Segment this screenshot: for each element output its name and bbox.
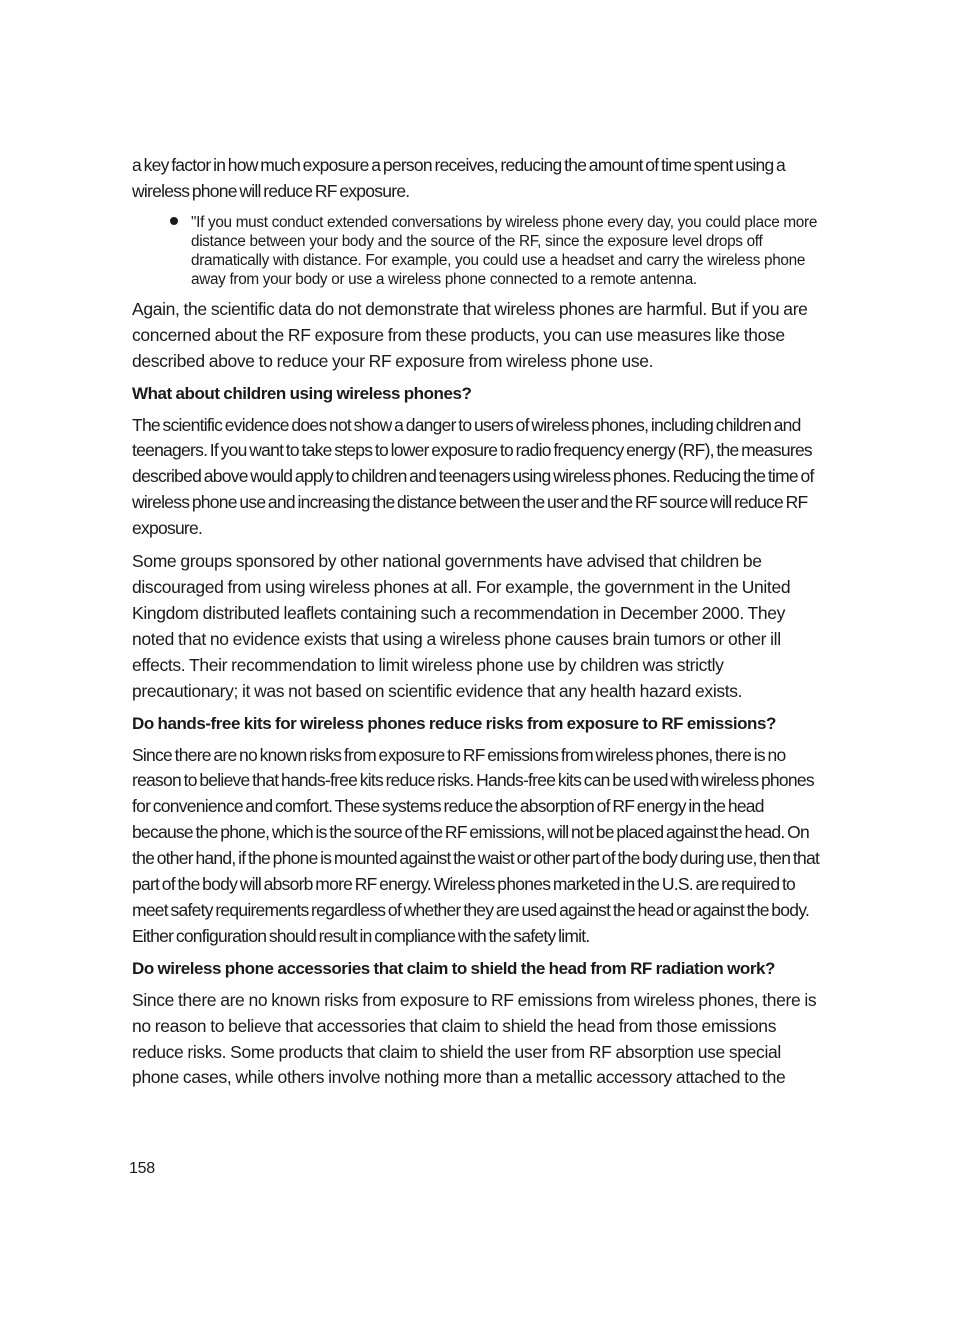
bullet-text: "If you must conduct extended conversations by wireless phone every day, you could place more distance between your body and the source of the RF, since the exposure level drops off dramatically with distance. For example, you could use a headset and carry the wireless phone away from your body or use a wireless phone connected to a remote antenna. (191, 213, 818, 288)
paragraph-handsfree: Since there are no known risks from exposure to RF emissions from wireless phones, there is no reason to believe that hands-free kits reduce risks. Hands-free kits can be used with wireless phones for convenience and comfort. These systems reduce the absorption of RF energy in the head because the phone, which is the source of the RF emissions, will not be placed against the head. On the other hand, if the phone is mounted against the waist or other part of the body during use, then that part of the body will absorb more RF energy. Wireless phones marketed in the U.S. are required to meet safety requirements regardless of whether they are used against the head or against the body. Either configuration should result in compliance with the safety limit. (132, 744, 820, 946)
heading-handsfree: Do hands-free kits for wireless phones reduce risks from exposure to RF emissions? (132, 713, 776, 733)
paragraph-again: Again, the scientific data do not demonstrate that wireless phones are harmful. But if you are concerned about the RF exposure from these products, you can use measures like those described above to reduce your RF exposure from wireless phone use. (132, 298, 808, 371)
document-body (132, 153, 822, 1098)
paragraph-children-1: The scientific evidence does not show a danger to users of wireless phones, including children and teenagers. If you want to take steps to lower exposure to radio frequency energy (RF), the measures described above would apply to children and teenagers using wireless phones. Reducing the time of wireless phone use and increasing the distance between the user and the RF source will reduce RF exposure. (132, 414, 814, 539)
heading-accessories: Do wireless phone accessories that claim to shield the head from RF radiation work? (132, 958, 775, 978)
heading-children: What about children using wireless phones? (132, 383, 472, 403)
paragraph-children-2: Some groups sponsored by other national governments have advised that children be discouraged from using wireless phones at all. For example, the government in the United Kingdom distributed leaflets containing such a recommendation in December 2000. They noted that no evidence exists that using a wireless phone causes brain tumors or other ill effects. Their recommendation to limit wireless phone use by children was strictly precautionary; it was not based on scientific evidence that any health hazard exists. (132, 551, 791, 701)
paragraph-intro: a key factor in how much exposure a person receives, reducing the amount of time spent using a wireless phone will reduce RF exposure. (132, 155, 786, 201)
page-number: 158 (129, 1160, 155, 1177)
bullet-icon (170, 217, 178, 225)
bullet-item (132, 213, 822, 289)
paragraph-accessories: Since there are no known risks from exposure to RF emissions from wireless phones, there is no reason to believe that accessories that claim to shield the head from those emissions reduce risks. Some products that claim to shield the user from RF absorption use special phone cases, while others involve nothing more than a metallic accessory attached to the (132, 989, 817, 1088)
